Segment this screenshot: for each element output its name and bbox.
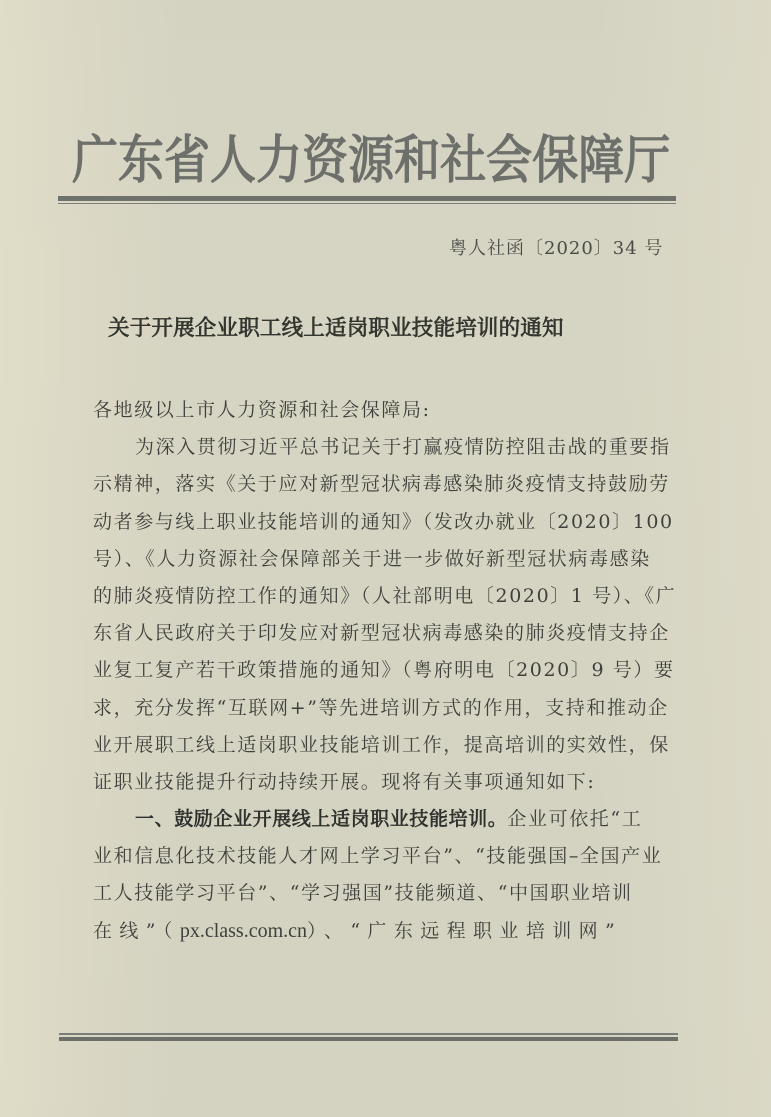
letterhead-divider [58,196,676,204]
training-site-url: px.class.com.cn [179,919,308,942]
divider-thin-line [58,203,676,204]
paragraph-1-line: 动者参与线上职业技能培训的通知》（发改办就业〔2020〕100 [93,510,674,533]
paragraph-1-line: 证职业技能提升行动持续开展。现将有关事项通知如下: [93,770,596,793]
paragraph-1-line: 为深入贯彻习近平总书记关于打赢疫情防控阻击战的重要指 [135,436,671,459]
section-1-line: 业和信息化技术技能人才网上学习平台”、“技能强国–全国产业 [93,845,663,868]
paragraph-1-line: 求，充分发挥“互联网+”等先进培训方式的作用，支持和推动企 [93,696,669,719]
footer-thick-line [59,1037,678,1041]
document-body [93,392,693,950]
section-1-heading: 一、鼓励企业开展线上适岗职业技能培训。 [135,808,508,831]
letterhead-issuer: 广东省人力资源和社会保障厅 [72,130,671,191]
document-number: 粤人社函〔2020〕34 号 [449,238,664,259]
section-1-last-prefix: 在线”（ [93,919,180,942]
footer-divider [59,1033,678,1041]
section-1-last-suffix: ）、“广东远程职业培训网” [307,919,623,942]
section-1-text: 企业可依托“工 [507,808,643,831]
section-1-last-line [93,913,693,950]
section-1-line: 工人技能学习平台”、“学习强国”技能频道、“中国职业培训 [93,882,633,905]
paragraph-1-line: 业复工复产若干政策措施的通知》（粤府明电〔2020〕9 号）要 [93,659,675,682]
paragraph-1-line: 示精神，落实《关于应对新型冠状病毒感染肺炎疫情支持鼓励劳 [93,473,670,496]
paragraph-1-line: 号）、《人力资源社会保障部关于进一步做好新型冠状病毒感染 [93,547,651,570]
paragraph-1-line: 东省人民政府关于印发应对新型冠状病毒感染的肺炎疫情支持企 [93,622,670,645]
document-title: 关于开展企业职工线上适岗职业技能培训的通知 [108,316,564,341]
addressee: 各地级以上市人力资源和社会保障局: [93,399,431,421]
paragraph-1-line: 业开展职工线上适岗职业技能培训工作，提高培训的实效性，保 [93,733,670,756]
paragraph-1-line: 的肺炎疫情防控工作的通知》（人社部明电〔2020〕1 号）、《广 [93,584,677,607]
section-1-first-line [93,801,693,838]
